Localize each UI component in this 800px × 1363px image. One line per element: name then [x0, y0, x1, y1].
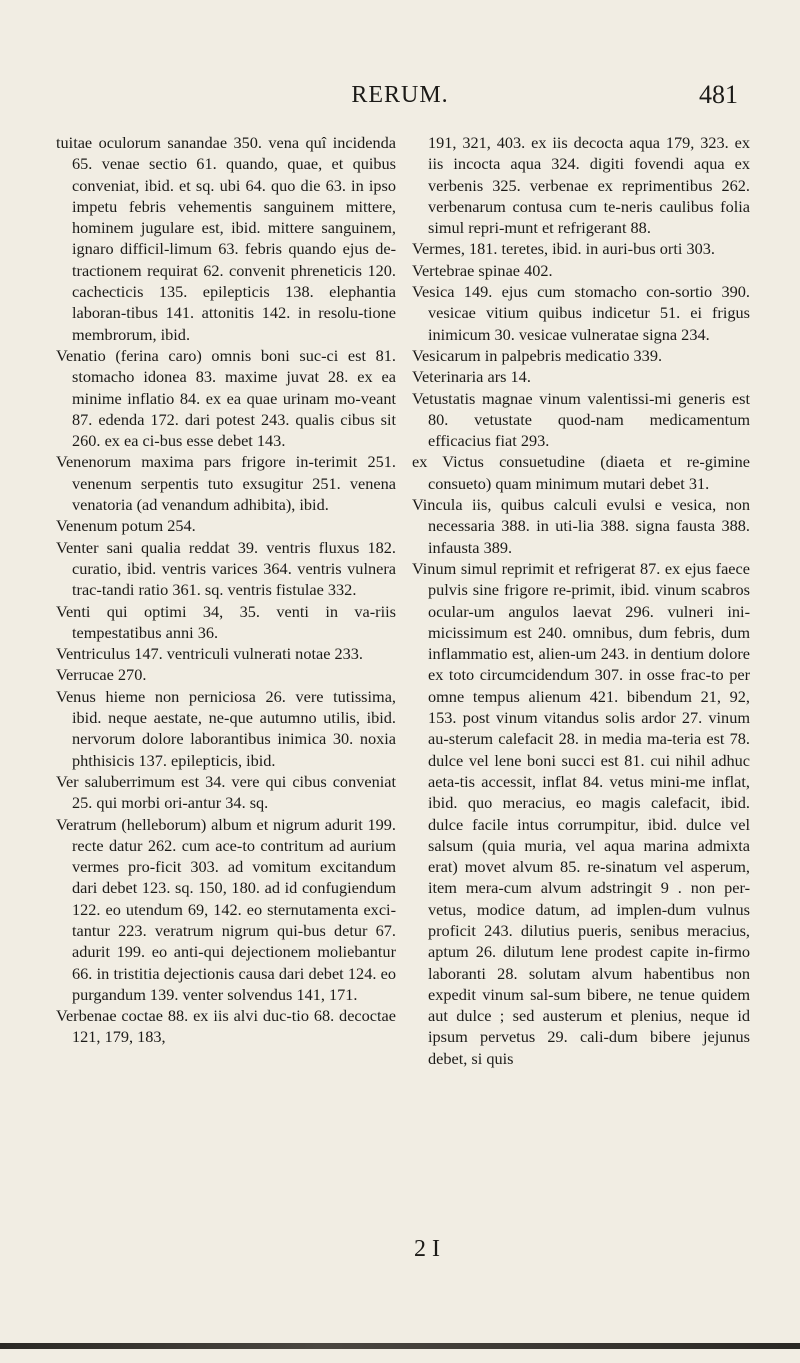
- index-entry: Vermes, 181. teretes, ibid. in auri-bus orti 303.: [412, 239, 715, 259]
- index-entry: Vincula iis, quibus calculi evulsi e vesica, non necessaria 388. in uti-lia 388. signa fausta 388. infausta 389.: [412, 495, 750, 557]
- index-entry: Ver saluberrimum est 34. vere qui cibus conveniat 25. qui morbi ori-antur 34. sq.: [56, 771, 396, 813]
- index-column-right: [412, 132, 750, 1069]
- index-entry: Venti qui optimi 34, 35. venti in va-riis tempestatibus anni 36.: [56, 601, 396, 642]
- index-entry: Venus hieme non perniciosa 26. vere tutissima, ibid. neque aestate, ne-que autumno utilis, ibid. nervorum dolore laborantibus inimica 30. noxia phthisicis 137. epilepticis, ibid.: [56, 686, 396, 770]
- page-edge-rule: [0, 1343, 800, 1349]
- index-entry: ex Victus consuetudine (diaeta et re-gimine consueto) quam minimum mutari debet 31.: [412, 452, 750, 493]
- index-entry: Venter sani qualia reddat 39. ventris fluxus 182. curatio, ibid. ventris varices 364. ventris vulnera trac-tandi ratio 361. sq. ventris fistulae 332.: [56, 537, 396, 600]
- index-column-left: [56, 132, 396, 1048]
- signature-mark: 2 I: [414, 1236, 440, 1262]
- index-entry: Vetustatis magnae vinum valentissi-mi generis est 80. vetustate quod-nam medicamentum efficacius fiat 293.: [412, 388, 750, 451]
- index-entry: Verbenae coctae 88. ex iis alvi duc-tio 68. decoctae 121, 179, 183,: [56, 1006, 396, 1047]
- index-entry: Venatio (ferina caro) omnis boni suc-ci est 81. stomacho idonea 83. maxime juvat 28. ex ea minime inflatio 84. ex ea quae urinam mo-veant 87. edenda 172. dari potest 243. qualis cibus sit 260. ex ea ci-bus esse debet 143.: [56, 345, 396, 451]
- index-entry: Verrucae 270.: [56, 665, 147, 685]
- index-entry: 191, 321, 403. ex iis decocta aqua 179, 323. ex iis incocta aqua 324. digiti fovendi aqua ex verbenis 325. verbenae ex reprimentibus 262. verbenarum contusa cum te-neris caulibus folia simul repri-munt et refrigerant 88.: [428, 133, 750, 238]
- index-entry: Venenum potum 254.: [56, 516, 196, 536]
- index-entry: Veratrum (helleborum) album et nigrum adurit 199. recte datur 262. cum ace-to contritum ad aurium vermes pro-ficit 303. ad vomitum excitandum dari debet 123. sq. 150, 180. ad id confugiendum 122. eo utendum 69, 142. eo sternutamenta exci-tantur 223. veratrum nigrum qui-bus detur 67. adurit 199. eo anti-qui dejectionem moliebantur 66. in tristitia dejectionis causa dari debet 124. eo purgandum 139. venter solvendus 141, 171.: [56, 814, 396, 1004]
- index-entry: Venenorum maxima pars frigore in-terimit 251. venenum serpentis tuto exsugitur 251. venena venatoria (ad venandum adhibita), ibid.: [56, 452, 396, 515]
- index-entry: Ventriculus 147. ventriculi vulnerati notae 233.: [56, 644, 364, 664]
- index-entry: tuitae oculorum sanandae 350. vena quî incidenda 65. venae sectio 61. quando, quae, et quibus conveniat, ibid. et sq. ubi 64. quo die 63. in ipso impetu febris vehementis sanguinem mittere, hominem jugulare est, ibid. mittere sanguinem, ignaro difficil-limum 63. febris quando ejus de-tractionem requirat 62. convenit phreneticis 120. cachecticis 135. epilepticis 138. elephantia laboran-tibus 141. attonitis 142. in resolu-tione membrorum, ibid.: [56, 133, 396, 344]
- index-entry: Vertebrae spinae 402.: [412, 260, 553, 280]
- index-entry: Vesica 149. ejus cum stomacho con-sortio 390. vesicae vitium quibus indicetur 51. ei frigus inimicum 30. vesicae vulneratae signa 234.: [412, 282, 750, 344]
- index-entry: Vesicarum in palpebris medicatio 339.: [412, 345, 663, 365]
- index-entry: Vinum simul reprimit et refrigerat 87. ex ejus faece pulvis sine frigore re-primit, ibid. vinum scabros ocular-um angulos laevat 296. vulneri ini-micissimum est 240. omnibus, dum febris, dum inflammatio est, alien-um 243. in dentium dolore ex toto circumcidendum 307. in osse frac-to per omne tempus alienum 421. bibendum 21, 92, 153. post vinum vitandus solis ardor 27. vinum au-sterum calefacit 28. in media ma-teria est 78. dulce vel lene boni succi est 81. cui nihil adhuc aeta-tis accessit, inflat 84. vetus mini-me inflat, ibid. quo meracius, eo magis calefacit, ibid. dulce facile intus corrumpitur, ibid. dulce vel salsum (quia muria, vel aqua marina admixta erat) movet alvum 85. re-sinatum vel asperum, item mera-cum alvum adstringit 9 . non per-vetus, modice datum, ad implen-dum vulnus proficit 243. dilutius pueris, senibus meracius, aptum 26. dilutum lene prodest capite in-firmo laboranti 28. solutam alvum habentibus non expedit vinum sal-sum bibere, ne tenue quidem aut dulce ; sed austerum et plenius, neque id ipsum pervetus 29. cali-dum bibere jejunus debet, si quis: [412, 558, 750, 1068]
- page-number: 481: [699, 80, 738, 109]
- index-entry: Veterinaria ars 14.: [412, 367, 531, 387]
- running-head: RERUM.: [351, 82, 449, 108]
